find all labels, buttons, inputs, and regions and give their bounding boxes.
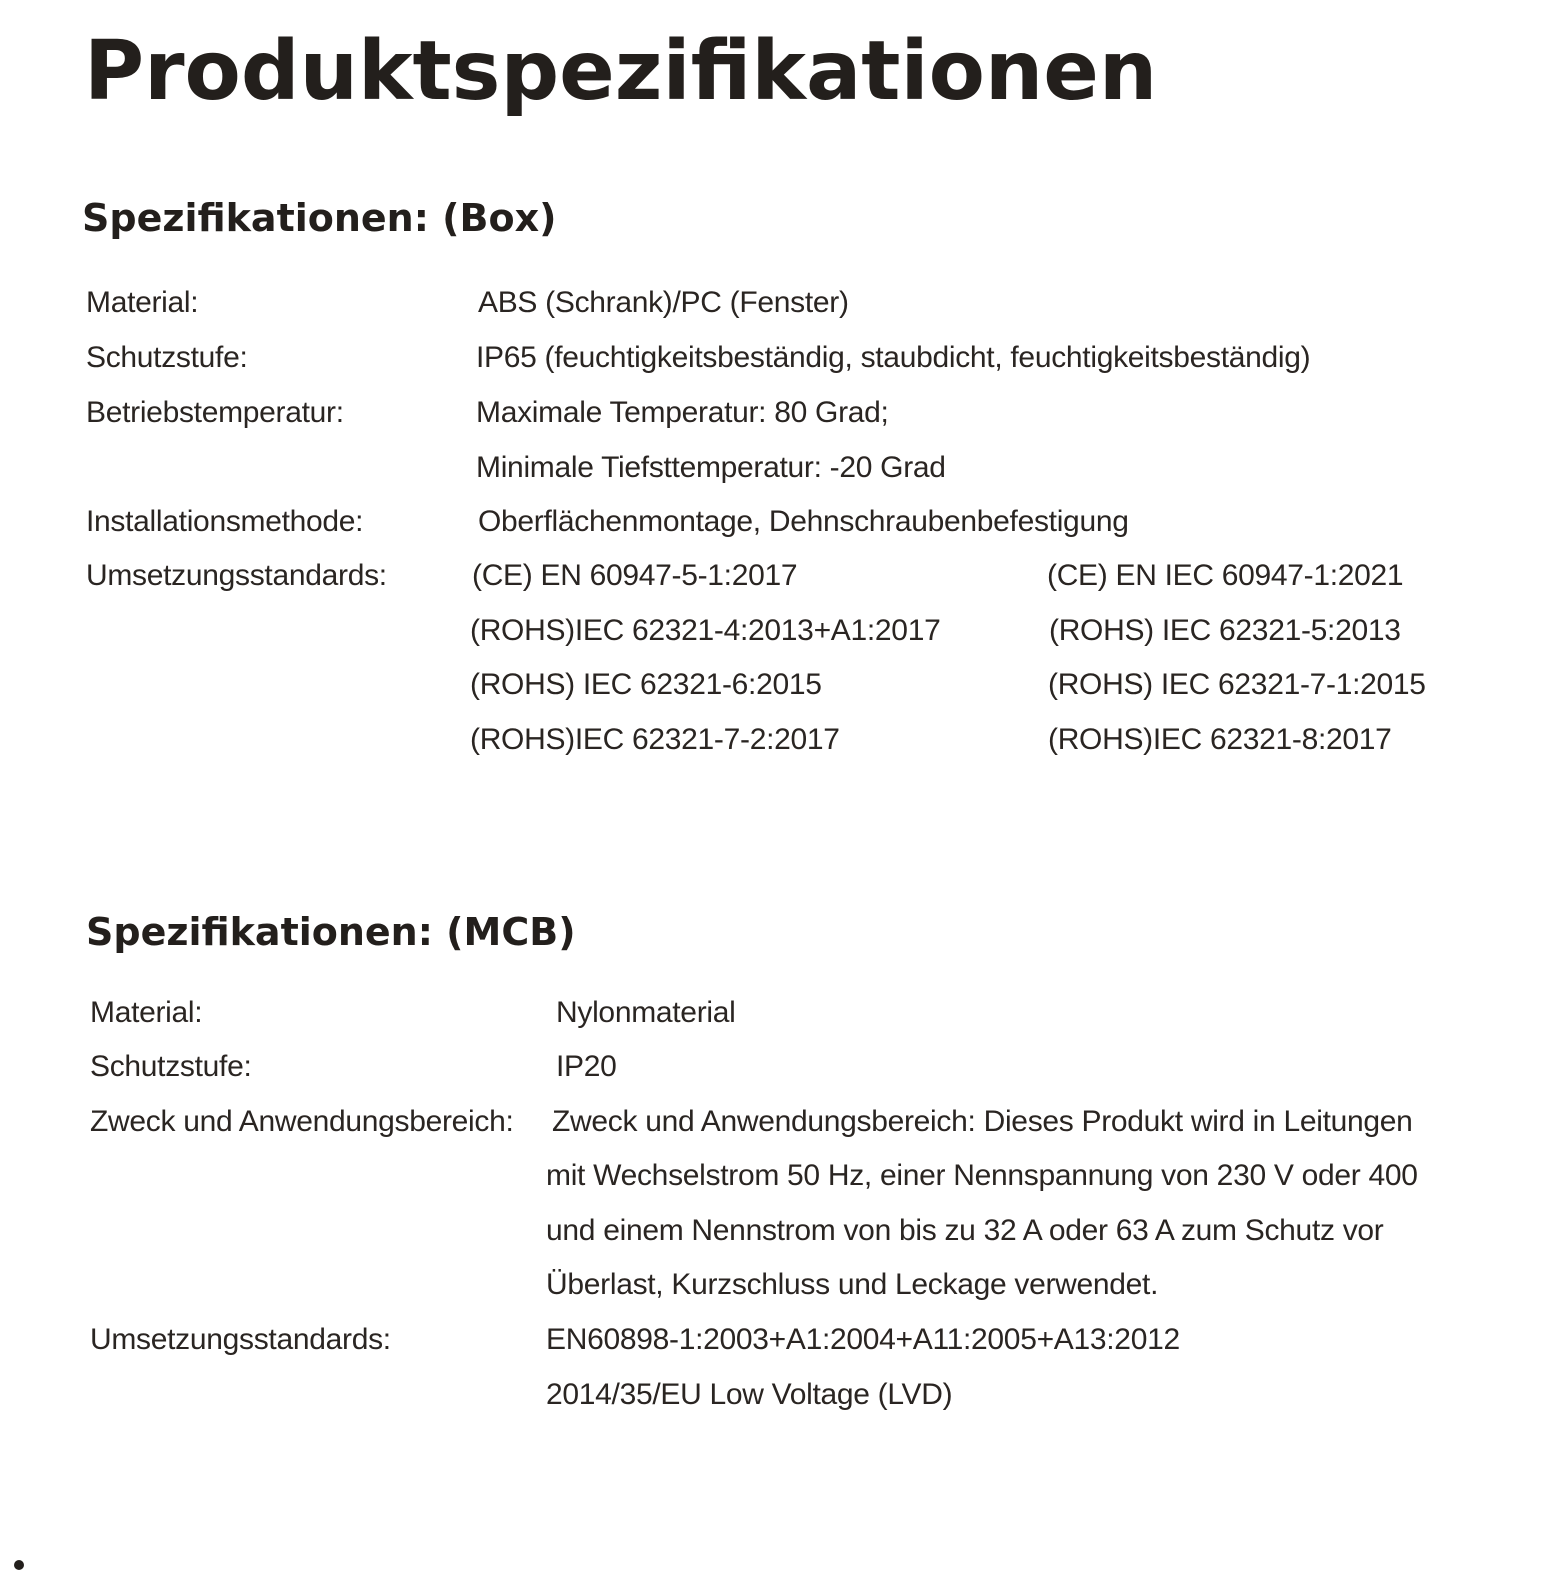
mcb-protection-value: IP20 (556, 1050, 617, 1083)
box-standard-right-4: (ROHS)IEC 62321-8:2017 (1048, 723, 1392, 756)
box-section-heading: Spezifikationen: (Box) (82, 196, 557, 240)
box-temperature-min: Minimale Tiefsttemperatur: -20 Grad (476, 451, 946, 484)
mcb-purpose-line-2: mit Wechselstrom 50 Hz, einer Nennspannung von 230 V oder 400 (546, 1159, 1418, 1192)
mcb-protection-label: Schutzstufe: (90, 1050, 252, 1083)
mcb-purpose-line-4: Überlast, Kurzschluss und Leckage verwendet. (546, 1268, 1159, 1301)
box-temperature-max: Maximale Temperatur: 80 Grad; (476, 396, 889, 429)
box-standard-left-1: (CE) EN 60947-5-1:2017 (472, 559, 798, 592)
mcb-standard-2: 2014/35/EU Low Voltage (LVD) (546, 1378, 953, 1411)
box-standards-label: Umsetzungsstandards: (86, 559, 387, 592)
mcb-purpose-line-3: und einem Nennstrom von bis zu 32 A oder 63 A zum Schutz vor (546, 1214, 1384, 1247)
mcb-material-value: Nylonmaterial (556, 996, 736, 1029)
box-standard-left-4: (ROHS)IEC 62321-7-2:2017 (470, 723, 840, 756)
mcb-material-label: Material: (90, 996, 203, 1029)
mcb-purpose-label: Zweck und Anwendungsbereich: (90, 1105, 514, 1138)
box-standard-right-1: (CE) EN IEC 60947-1:2021 (1047, 559, 1404, 592)
box-protection-label: Schutzstufe: (86, 341, 248, 374)
box-material-value: ABS (Schrank)/PC (Fenster) (478, 286, 849, 319)
mcb-purpose-line-1: Zweck und Anwendungsbereich: Dieses Produkt wird in Leitungen (552, 1105, 1413, 1138)
mcb-standards-label: Umsetzungsstandards: (90, 1323, 391, 1356)
box-protection-value: IP65 (feuchtigkeitsbeständig, staubdicht, feuchtigkeitsbeständig) (476, 341, 1311, 374)
box-standard-left-2: (ROHS)IEC 62321-4:2013+A1:2017 (470, 614, 941, 647)
box-material-label: Material: (86, 286, 199, 319)
box-standard-right-2: (ROHS) IEC 62321-5:2013 (1049, 614, 1401, 647)
corner-dot (14, 1560, 24, 1570)
box-standard-right-3: (ROHS) IEC 62321-7-1:2015 (1048, 668, 1426, 701)
mcb-standard-1: EN60898-1:2003+A1:2004+A11:2005+A13:2012 (546, 1323, 1180, 1356)
box-installation-label: Installationsmethode: (86, 505, 364, 538)
box-installation-value: Oberflächenmontage, Dehnschraubenbefestigung (478, 505, 1129, 538)
box-standard-left-3: (ROHS) IEC 62321-6:2015 (470, 668, 822, 701)
page-title: Produktspezifikationen (84, 24, 1158, 119)
mcb-section-heading: Spezifikationen: (MCB) (86, 910, 576, 954)
box-temperature-label: Betriebstemperatur: (86, 396, 344, 429)
